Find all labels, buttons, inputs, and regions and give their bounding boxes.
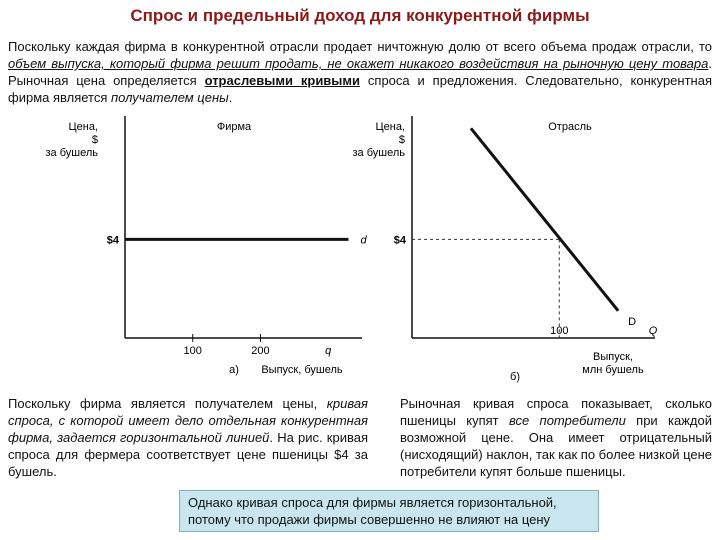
x-tick-label: q <box>325 345 332 357</box>
right-explanation <box>400 395 712 480</box>
note-box: Однако кривая спроса для фирмы является горизонтальной, потому что продажи фирмы совершенно не влияют на цену <box>179 490 599 532</box>
intro-bold-underlined: отраслевыми кривыми <box>204 73 361 88</box>
y-axis-label-line3: за бушель <box>45 147 98 159</box>
y-axis-label-line1: Цена, <box>375 121 405 133</box>
series-label: D <box>628 315 637 328</box>
y-axis-label-line1: Цена, <box>68 121 98 133</box>
x-tick-label: 100 <box>550 325 569 337</box>
y-tick-label: $4 <box>106 234 119 247</box>
left-explanation <box>8 395 368 480</box>
intro-text-4: . <box>228 90 233 105</box>
firm-demand-chart <box>0 108 365 388</box>
series-label: d <box>360 234 367 247</box>
intro-text-3: спроса и предложения. Следовательно, конкурентная фирма является <box>8 73 712 105</box>
intro-italic: получателем цены <box>111 90 229 105</box>
x-axis-label-line1: Выпуск, <box>593 351 633 363</box>
x-axis-label-line2: млн бушель <box>582 364 644 376</box>
page-title: Спрос и предельный доход для конкурентной фирмы <box>130 6 590 25</box>
x-tick-label: 100 <box>183 345 202 357</box>
x-tick-label: 200 <box>251 345 270 357</box>
y-axis-label-line3: за бушель <box>352 147 405 159</box>
chart-title: Отрасль <box>548 121 592 133</box>
industry-demand-chart <box>352 108 720 388</box>
x-axis-label: Выпуск, бушель <box>261 364 343 376</box>
y-axis-label-line2: $ <box>398 134 405 146</box>
intro-underlined: объем выпуска, который фирма решит продать, не окажет никакого воздействия на рыночную цену товара <box>8 56 709 71</box>
y-tick-label: $4 <box>393 234 406 247</box>
left-text-2: . На рис. кривая спроса для фермера соответствует цене пшеницы $4 за бушель. <box>8 430 368 479</box>
intro-paragraph <box>8 38 712 106</box>
intro-text-2: . Рыночная цена определяется <box>8 56 712 88</box>
left-text-1: Поскольку фирма является получателем цены, <box>8 396 327 411</box>
right-text-2: при каждой возможной цене. Она имеет отрицательный (нисходящий) наклон, так как по более низкой цене потребители купят больше пшеницы. <box>400 413 713 479</box>
y-axis-label-line2: $ <box>91 134 98 146</box>
x-tick-label: Q <box>648 325 658 337</box>
demand-line-D <box>471 128 618 311</box>
right-text-1: Рыночная кривая спроса показывает, сколько пшеницы купят <box>400 396 712 428</box>
panel-label: б) <box>510 371 520 383</box>
intro-text-1: Поскольку каждая фирма в конкурентной отрасли продает ничтожную долю от всего объема продаж отрасли, то <box>8 39 712 54</box>
chart-title: Фирма <box>216 121 252 133</box>
right-text-italic: все потребители <box>508 413 626 428</box>
panel-label: а) <box>229 364 239 376</box>
left-text-italic: кривая спроса, с которой имеет дело отдельная конкурентная фирма, задается горизонтальной линией <box>8 396 368 445</box>
